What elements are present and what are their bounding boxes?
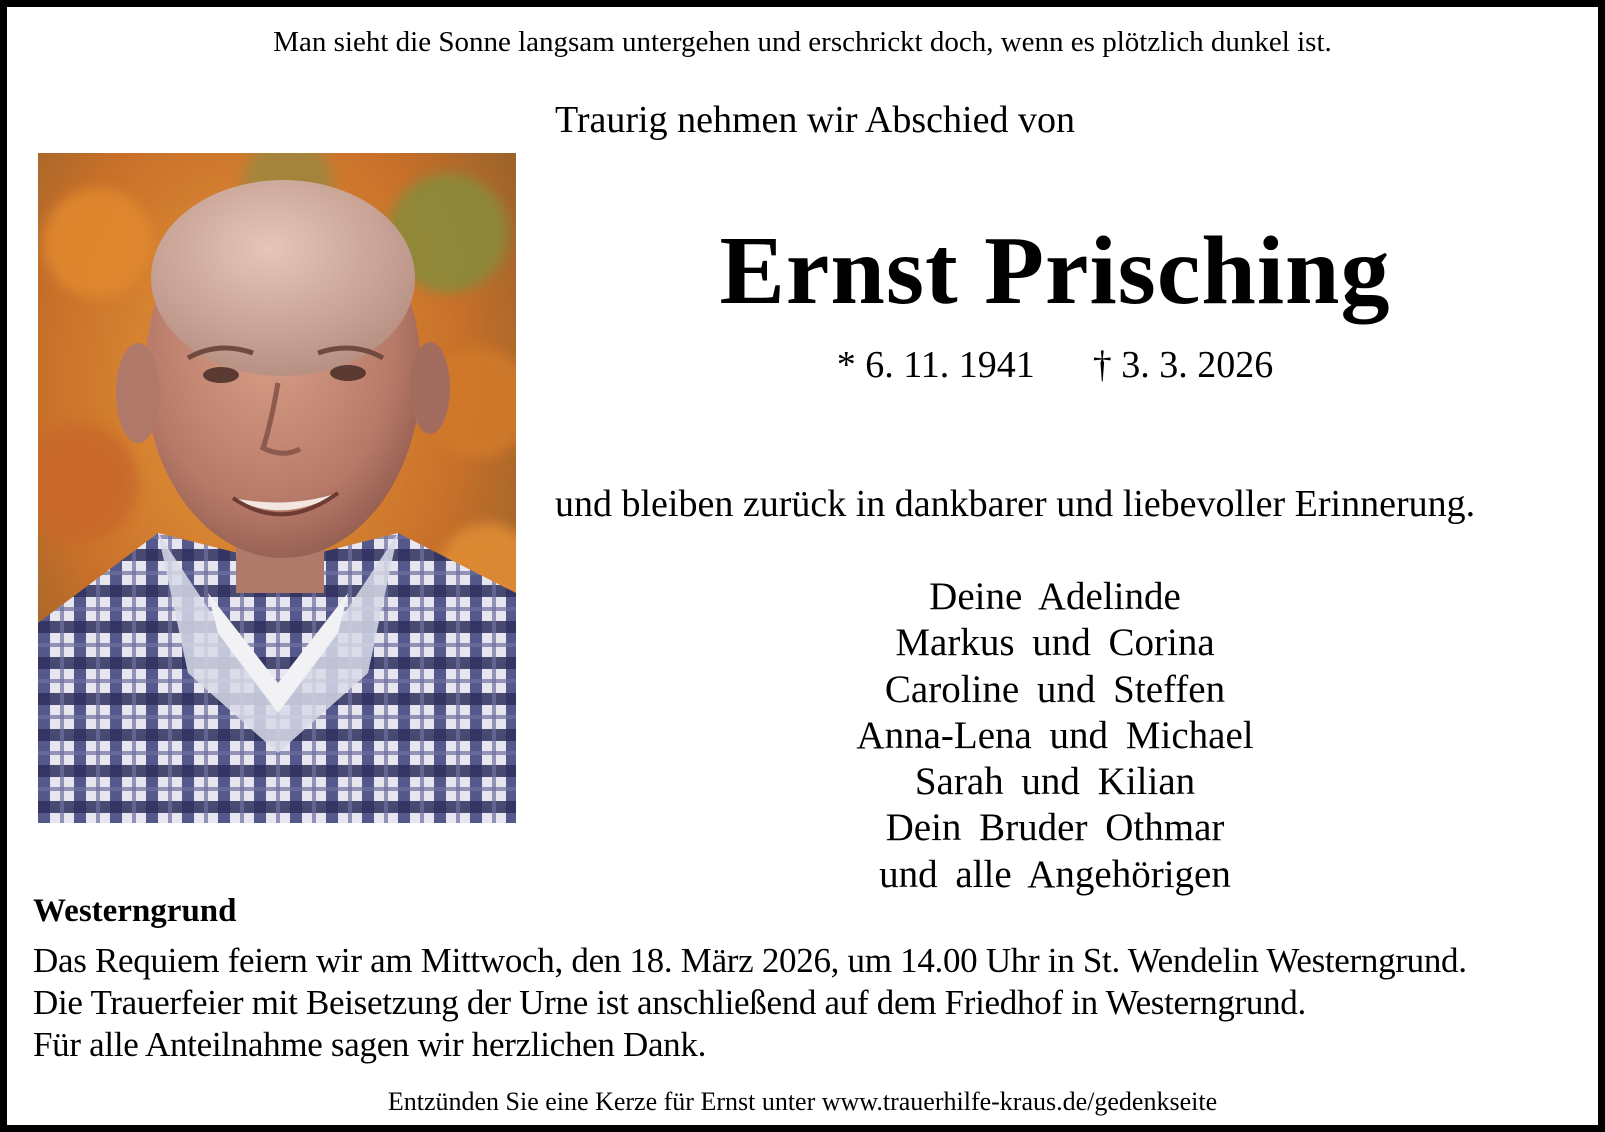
signer-line: Anna-Lena und Michael	[856, 713, 1254, 757]
signer-line: Deine Adelinde	[929, 575, 1181, 618]
deceased-name: Ernst Prisching	[719, 217, 1391, 325]
footer-note: Entzünden Sie eine Kerze für Ernst unter www.trauerhilfe-kraus.de/gedenkseite	[387, 1087, 1218, 1116]
signer-line: Sarah und Kilian	[914, 760, 1196, 804]
birth-date: * 6. 11. 1941	[836, 344, 1035, 386]
motto-line: Man sieht die Sonne langsam untergehen und erschrickt doch, wenn es plötzlich dunkel ist.	[273, 26, 1332, 58]
portrait-photo	[38, 153, 516, 823]
death-date: † 3. 3. 2026	[1092, 344, 1274, 386]
place-name: Westerngrund	[33, 893, 237, 929]
life-dates	[555, 343, 1555, 387]
signer-line: Caroline und Steffen	[884, 667, 1226, 711]
service-details	[33, 940, 1467, 1066]
details-line: Die Trauerfeier mit Beisetzung der Urne ist anschließend auf dem Friedhof in Westerngrund.	[33, 983, 1306, 1022]
intro-line: Traurig nehmen wir Abschied von	[555, 99, 1075, 141]
details-line: Das Requiem feiern wir am Mittwoch, den 18. März 2026, um 14.00 Uhr in St. Wendelin Westerngrund.	[33, 941, 1467, 980]
details-line: Für alle Anteilnahme sagen wir herzlichen Dank.	[33, 1025, 707, 1064]
signer-line: und alle Angehörigen	[879, 852, 1231, 896]
remembrance-line: und bleiben zurück in dankbarer und liebevoller Erinnerung.	[555, 483, 1476, 525]
signer-line: Dein Bruder Othmar	[885, 806, 1225, 850]
signer-line: Markus und Corina	[895, 621, 1215, 665]
signers-list	[555, 574, 1555, 898]
